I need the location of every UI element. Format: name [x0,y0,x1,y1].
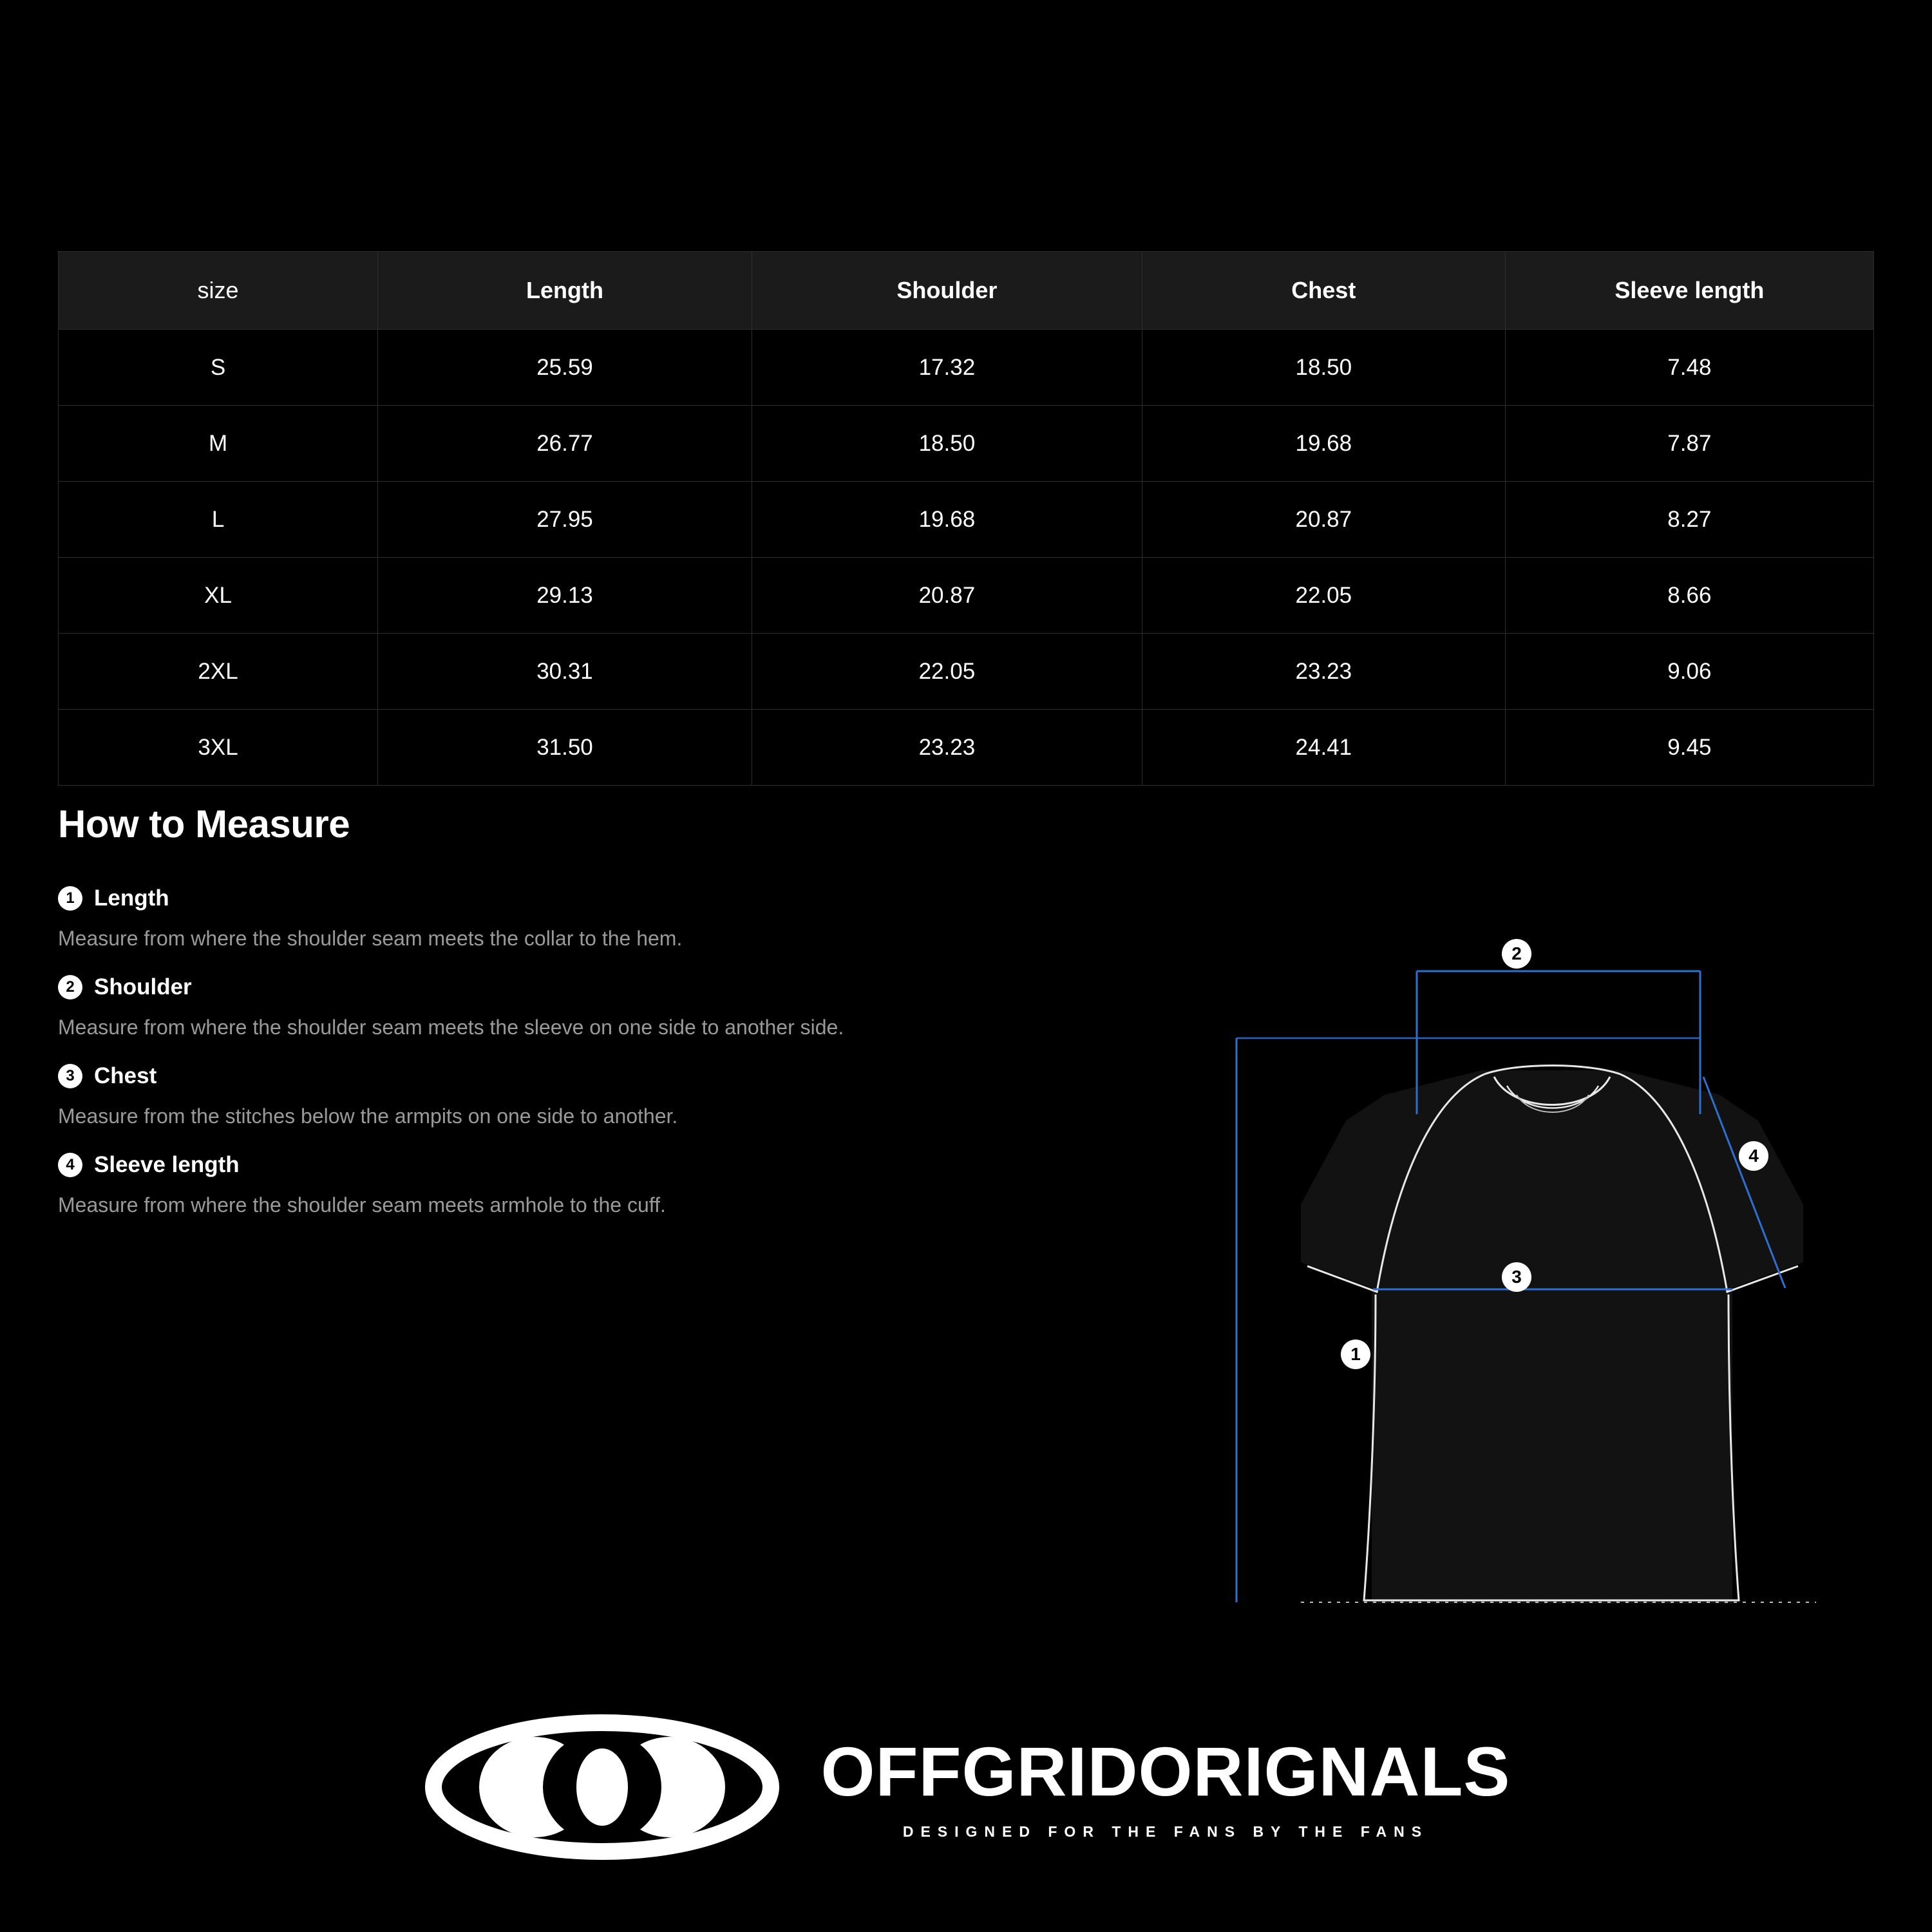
measure-label-chest: Chest [94,1063,157,1088]
cell-shoulder: 18.50 [752,406,1142,482]
cell-length: 30.31 [378,634,752,710]
cell-shoulder: 22.05 [752,634,1142,710]
cell-chest: 23.23 [1142,634,1505,710]
cell-sleeve-length: 8.66 [1505,558,1873,634]
table-header-row [59,252,1874,330]
diagram-badge-shoulder: 2 [1502,939,1531,969]
measure-label-sleeve-length: Sleeve length [94,1152,240,1177]
cell-shoulder: 19.68 [752,482,1142,558]
measure-number-badge-3: 3 [58,1064,82,1088]
cell-sleeve-length: 8.27 [1505,482,1873,558]
cell-size: XL [59,558,378,634]
measure-number-badge-1: 1 [58,886,82,911]
how-to-measure-list [58,886,1217,1241]
measure-desc-length: Measure from where the shoulder seam meets the collar to the hem. [58,927,683,950]
tshirt-shape [1301,1066,1816,1604]
diagram-badge-chest: 3 [1502,1262,1531,1292]
cell-chest: 19.68 [1142,406,1505,482]
diagram-badge-length: 1 [1341,1340,1370,1369]
cell-sleeve-length: 7.87 [1505,406,1873,482]
table-row [59,634,1874,710]
measure-desc-chest: Measure from the stitches below the armpits on one side to another. [58,1104,678,1128]
column-header-size: size [59,252,378,330]
cell-chest: 22.05 [1142,558,1505,634]
brand-name: OFFGRIDORIGNALS [820,1732,1511,1810]
cell-shoulder: 17.32 [752,330,1142,406]
measure-desc-sleeve-length: Measure from where the shoulder seam meets armhole to the cuff. [58,1193,666,1217]
measure-item-sleeve-length [58,1152,1217,1218]
cell-length: 29.13 [378,558,752,634]
how-to-measure-title: How to Measure [58,802,350,846]
size-table-body [59,330,1874,786]
measure-item-heading [58,1063,1217,1089]
cell-size: L [59,482,378,558]
measure-label-shoulder: Shoulder [94,974,192,999]
measure-label-length: Length [94,886,169,911]
size-table-container [58,251,1874,786]
cell-chest: 18.50 [1142,330,1505,406]
table-row [59,558,1874,634]
brand-logo-icon [422,1713,782,1864]
tshirt-illustration [1224,902,1893,1674]
cell-size: M [59,406,378,482]
table-row [59,330,1874,406]
tshirt-measurement-diagram [1224,902,1893,1674]
cell-chest: 20.87 [1142,482,1505,558]
size-table-header [59,252,1874,330]
cell-sleeve-length: 9.45 [1505,710,1873,786]
measure-item-chest [58,1063,1217,1129]
cell-length: 27.95 [378,482,752,558]
table-row [59,482,1874,558]
footer [0,1713,1932,1864]
measure-item-heading [58,1152,1217,1178]
cell-shoulder: 20.87 [752,558,1142,634]
table-row [59,406,1874,482]
size-table [58,251,1874,786]
cell-chest: 24.41 [1142,710,1505,786]
measure-item-heading [58,974,1217,1000]
cell-size: 2XL [59,634,378,710]
column-header-chest: Chest [1142,252,1505,330]
cell-size: S [59,330,378,406]
cell-length: 25.59 [378,330,752,406]
cell-size: 3XL [59,710,378,786]
measure-number-badge-2: 2 [58,975,82,999]
measure-desc-shoulder: Measure from where the shoulder seam meets the sleeve on one side to another side. [58,1016,844,1039]
cell-sleeve-length: 9.06 [1505,634,1873,710]
cell-length: 26.77 [378,406,752,482]
measure-item-heading [58,886,1217,911]
cell-sleeve-length: 7.48 [1505,330,1873,406]
column-header-shoulder: Shoulder [752,252,1142,330]
column-header-sleeve-length: Sleeve length [1505,252,1873,330]
measure-item-shoulder [58,974,1217,1040]
measure-item-length [58,886,1217,951]
brand-tagline: DESIGNED FOR THE FANS BY THE FANS [902,1823,1429,1840]
table-row [59,710,1874,786]
column-header-length: Length [378,252,752,330]
brand-text-block [820,1732,1511,1841]
cell-shoulder: 23.23 [752,710,1142,786]
diagram-badge-sleeve: 4 [1739,1141,1768,1171]
measure-number-badge-4: 4 [58,1153,82,1177]
cell-length: 31.50 [378,710,752,786]
